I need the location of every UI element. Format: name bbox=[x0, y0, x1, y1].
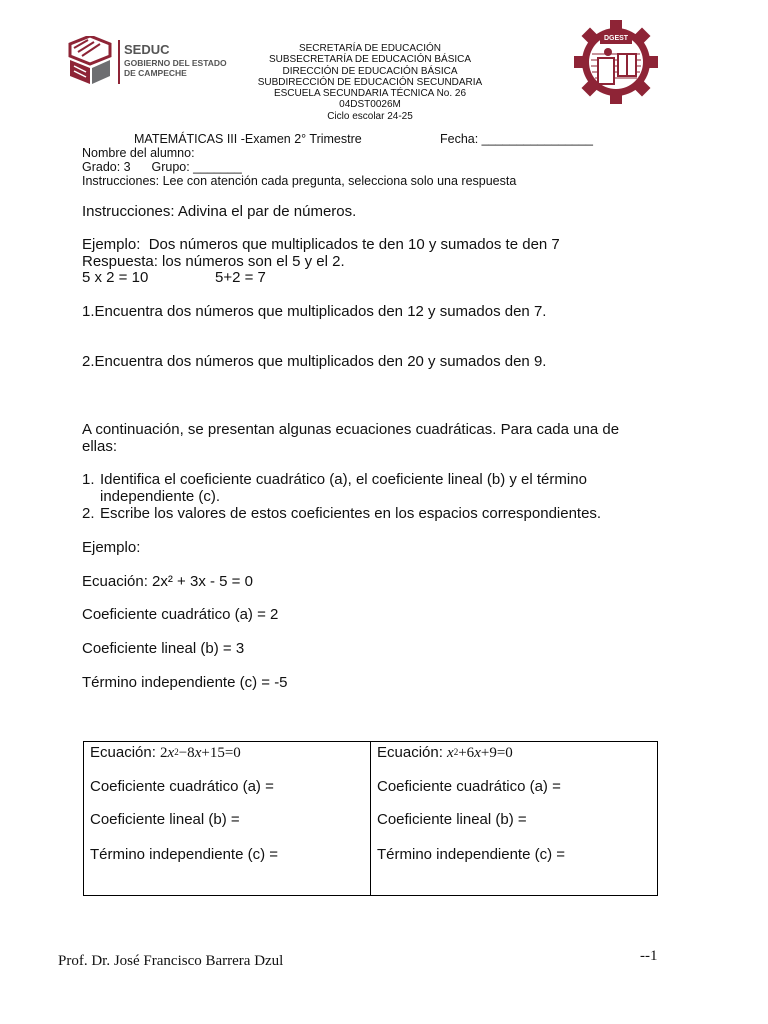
seduc-emblem-icon bbox=[66, 36, 114, 88]
part1-instructions: Instrucciones: Adivina el par de números. bbox=[82, 203, 357, 220]
eq-var: x bbox=[447, 745, 454, 761]
seduc-logo bbox=[66, 36, 231, 88]
example-coef-b: Coeficiente lineal (b) = 3 bbox=[82, 640, 245, 657]
equation-left bbox=[160, 745, 241, 761]
header-line: SECRETARÍA DE EDUCACIÓN bbox=[298, 43, 442, 54]
coef-c-label: Término independiente (c) = bbox=[90, 846, 279, 863]
seduc-logo-subtitle-2: DE CAMPECHE bbox=[124, 68, 187, 78]
date-field: Fecha: ________________ bbox=[440, 132, 593, 146]
question-1: 1.Encuentra dos números que multiplicados den 12 y sumados den 7. bbox=[82, 303, 547, 320]
dgest-logo-text: DGEST bbox=[603, 35, 629, 42]
equation-label: Ecuación: bbox=[90, 744, 161, 761]
header-center-text bbox=[240, 43, 500, 122]
eq-term: 2 bbox=[160, 745, 168, 761]
header-line: Ciclo escolar 24-25 bbox=[327, 110, 413, 122]
example-equation: Ecuación: 2x² + 3x - 5 = 0 bbox=[82, 573, 253, 590]
step-1-line2: independiente (c). bbox=[100, 488, 221, 505]
page-number: --1 bbox=[640, 948, 658, 964]
grade-group-field: Grado: 3 Grupo: _______ bbox=[82, 160, 242, 174]
eq-var: x bbox=[474, 745, 481, 761]
eq-term: +9=0 bbox=[480, 745, 513, 761]
eq-var: x bbox=[167, 745, 175, 761]
seduc-logo-subtitle-1: GOBIERNO DEL ESTADO bbox=[124, 58, 227, 68]
part2-intro-line1: A continuación, se presentan algunas ecuaciones cuadráticas. Para cada una de bbox=[82, 421, 620, 438]
coef-c-label: Término independiente (c) = bbox=[377, 846, 566, 863]
step-1-number: 1. bbox=[82, 471, 95, 488]
header-line: SUBDIRECCIÓN DE EDUCACIÓN SECUNDARIA bbox=[257, 76, 483, 88]
header-line: ESCUELA SECUNDARIA TÉCNICA No. 26 bbox=[273, 88, 467, 100]
footer-author: Prof. Dr. José Francisco Barrera Dzul bbox=[58, 953, 284, 969]
eq-term: +6 bbox=[458, 745, 475, 761]
question-2: 2.Encuentra dos números que multiplicados den 20 y sumados den 9. bbox=[82, 353, 547, 370]
step-2-text: Escribe los valores de estos coeficientes en los espacios correspondientes. bbox=[100, 505, 602, 522]
example-coef-a: Coeficiente cuadrático (a) = 2 bbox=[82, 606, 279, 623]
equation-table bbox=[83, 741, 658, 896]
gear-icon bbox=[570, 18, 662, 106]
step-1-line1: Identifica el coeficiente cuadrático (a), el coeficiente lineal (b) y el término bbox=[100, 471, 587, 488]
seduc-logo-title: SEDUC bbox=[124, 42, 170, 57]
part2-intro-line2: ellas: bbox=[82, 438, 118, 455]
eq-power: 2 bbox=[174, 747, 179, 757]
equation-right bbox=[447, 745, 513, 761]
part1-example-sum: 5+2 = 7 bbox=[215, 269, 266, 286]
eq-term: +15=0 bbox=[201, 745, 241, 761]
eq-term: −8 bbox=[178, 745, 195, 761]
equation-label: Ecuación: bbox=[377, 744, 448, 761]
coef-b-label: Coeficiente lineal (b) = bbox=[90, 811, 240, 828]
exam-title: MATEMÁTICAS III -Examen 2° Trimestre bbox=[134, 132, 362, 146]
coef-a-label: Coeficiente cuadrático (a) = bbox=[377, 778, 561, 795]
example-coef-c: Término independiente (c) = -5 bbox=[82, 674, 288, 691]
step-2-number: 2. bbox=[82, 505, 95, 522]
header-line: SUBSECRETARÍA DE EDUCACIÓN BÁSICA bbox=[268, 54, 472, 66]
eq-power: 2 bbox=[453, 747, 459, 757]
equation-cell-left bbox=[84, 742, 371, 896]
part1-example-line1: Ejemplo: Dos números que multiplicados te den 10 y sumados te den 7 bbox=[82, 236, 560, 253]
eq-var: x bbox=[194, 745, 202, 761]
general-instructions: Instrucciones: Lee con atención cada pregunta, selecciona solo una respuesta bbox=[82, 174, 517, 188]
header-line: 04DST0026M bbox=[339, 99, 401, 111]
coef-a-label: Coeficiente cuadrático (a) = bbox=[90, 778, 274, 795]
equation-cell-right bbox=[371, 742, 658, 896]
part1-example-product: 5 x 2 = 10 bbox=[82, 269, 149, 286]
example-label: Ejemplo: bbox=[82, 539, 141, 556]
coef-b-label: Coeficiente lineal (b) = bbox=[377, 811, 527, 828]
header-line: DIRECCIÓN DE EDUCACIÓN BÁSICA bbox=[282, 65, 458, 77]
part1-example-line2: Respuesta: los números son el 5 y el 2. bbox=[82, 253, 345, 270]
student-name-field: Nombre del alumno: bbox=[82, 146, 195, 160]
dgest-logo bbox=[570, 18, 662, 106]
